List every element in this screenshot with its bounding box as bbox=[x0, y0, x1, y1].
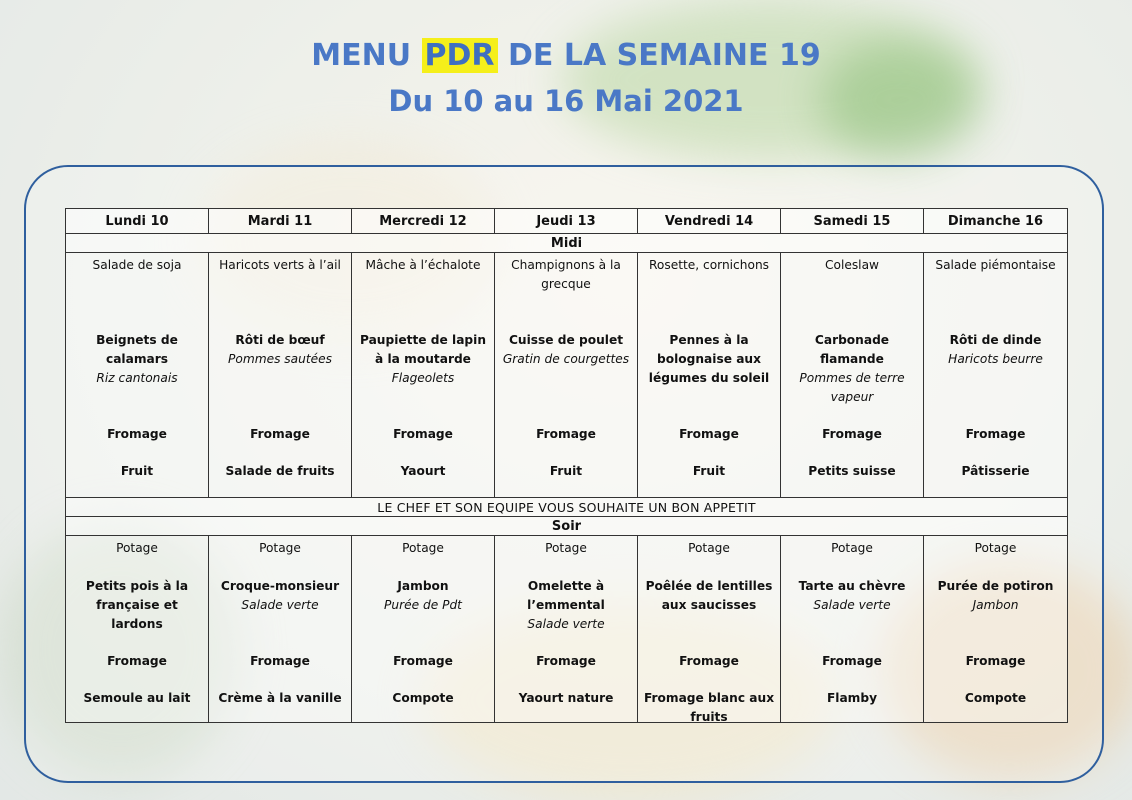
soir-dessert: Compote bbox=[392, 691, 454, 705]
day-header: Vendredi 14 bbox=[638, 209, 781, 234]
soir-cell bbox=[638, 536, 781, 723]
soir-cell bbox=[352, 536, 495, 723]
menu-subtitle: Du 10 au 16 Mai 2021 bbox=[388, 84, 744, 118]
midi-accompagnement: Riz cantonais bbox=[96, 371, 178, 385]
soir-plat: Poêlée de lentilles aux saucisses bbox=[645, 579, 773, 612]
soir-main-group bbox=[209, 577, 351, 615]
days-header-row bbox=[66, 209, 1068, 234]
midi-plat: Beignets de calamars bbox=[96, 333, 178, 366]
soir-potage: Potage bbox=[974, 541, 1017, 555]
soir-accompagnement: Jambon bbox=[972, 598, 1019, 612]
midi-accompagnement: Pommes sautées bbox=[228, 352, 332, 366]
chef-message-band bbox=[66, 498, 1068, 517]
midi-cell bbox=[66, 253, 209, 498]
midi-main-group bbox=[66, 331, 208, 388]
midi-fromage: Fromage bbox=[822, 427, 882, 441]
midi-plat: Cuisse de poulet bbox=[508, 333, 624, 347]
soir-plat: Jambon bbox=[397, 579, 449, 593]
soir-dessert: Flamby bbox=[826, 691, 878, 705]
midi-dessert: Petits suisse bbox=[808, 464, 896, 478]
soir-cell bbox=[495, 536, 638, 723]
soir-main-group bbox=[638, 577, 780, 615]
soir-main-group bbox=[66, 577, 208, 634]
midi-entree: Coleslaw bbox=[824, 258, 880, 272]
menu-table bbox=[65, 208, 1068, 723]
midi-cell bbox=[495, 253, 638, 498]
soir-dessert: Yaourt nature bbox=[518, 691, 614, 705]
midi-row bbox=[66, 253, 1068, 498]
midi-fromage: Fromage bbox=[393, 427, 453, 441]
soir-main-group bbox=[781, 577, 923, 615]
midi-cell bbox=[781, 253, 924, 498]
midi-plat: Rôti de dinde bbox=[949, 333, 1042, 347]
midi-plat: Rôti de bœuf bbox=[235, 333, 325, 347]
midi-dessert: Fruit bbox=[120, 464, 154, 478]
soir-potage: Potage bbox=[259, 541, 301, 555]
midi-label: Midi bbox=[66, 234, 1068, 253]
soir-dessert: Crème à la vanille bbox=[218, 691, 342, 705]
soir-fromage: Fromage bbox=[679, 654, 739, 668]
midi-entree: Salade de soja bbox=[92, 258, 182, 272]
midi-entree: Rosette, cornichons bbox=[648, 258, 770, 272]
midi-main-group bbox=[638, 331, 780, 388]
soir-fromage: Fromage bbox=[536, 654, 596, 668]
soir-potage: Potage bbox=[402, 541, 444, 555]
soir-accompagnement: Purée de Pdt bbox=[384, 598, 462, 612]
soir-potage: Potage bbox=[545, 541, 587, 555]
midi-cell bbox=[352, 253, 495, 498]
midi-entree: Mâche à l’échalote bbox=[365, 258, 481, 272]
soir-plat: Croque-monsieur bbox=[220, 579, 340, 593]
midi-cell bbox=[638, 253, 781, 498]
title-prefix: MENU bbox=[311, 38, 412, 73]
soir-fromage: Fromage bbox=[107, 654, 167, 668]
soir-row bbox=[66, 536, 1068, 723]
midi-accompagnement: Flageolets bbox=[391, 371, 455, 385]
midi-main-group bbox=[209, 331, 351, 369]
midi-main-group bbox=[924, 331, 1067, 369]
midi-dessert: Fruit bbox=[692, 464, 726, 478]
chef-message: LE CHEF ET SON EQUIPE VOUS SOUHAITE UN BON APPETIT bbox=[66, 498, 1068, 517]
soir-plat: Tarte au chèvre bbox=[798, 579, 906, 593]
soir-band bbox=[66, 517, 1068, 536]
midi-dessert: Yaourt bbox=[400, 464, 446, 478]
day-header: Samedi 15 bbox=[781, 209, 924, 234]
midi-main-group bbox=[781, 331, 923, 407]
soir-cell bbox=[66, 536, 209, 723]
soir-accompagnement: Salade verte bbox=[813, 598, 891, 612]
midi-main-group bbox=[495, 331, 637, 369]
midi-band bbox=[66, 234, 1068, 253]
midi-accompagnement: Haricots beurre bbox=[948, 352, 1043, 366]
midi-plat: Carbonade flamande bbox=[814, 333, 890, 366]
soir-plat: Purée de potiron bbox=[937, 579, 1054, 593]
midi-cell bbox=[924, 253, 1068, 498]
soir-dessert: Semoule au lait bbox=[83, 691, 191, 705]
midi-main-group bbox=[352, 331, 494, 388]
soir-fromage: Fromage bbox=[822, 654, 882, 668]
soir-cell bbox=[209, 536, 352, 723]
midi-dessert: Salade de fruits bbox=[225, 464, 335, 478]
midi-dessert: Fruit bbox=[549, 464, 583, 478]
midi-entree: Haricots verts à l’ail bbox=[219, 258, 341, 272]
soir-main-group bbox=[352, 577, 494, 615]
soir-main-group bbox=[495, 577, 637, 634]
midi-dessert: Pâtisserie bbox=[961, 464, 1030, 478]
soir-accompagnement: Salade verte bbox=[527, 617, 605, 631]
menu-title bbox=[0, 38, 1132, 73]
soir-accompagnement: Salade verte bbox=[241, 598, 319, 612]
soir-plat: Omelette à l’emmental bbox=[527, 579, 605, 612]
midi-fromage: Fromage bbox=[679, 427, 739, 441]
soir-label: Soir bbox=[66, 517, 1068, 536]
midi-accompagnement: Gratin de courgettes bbox=[502, 352, 630, 366]
midi-fromage: Fromage bbox=[536, 427, 596, 441]
title-suffix: DE LA SEMAINE 19 bbox=[507, 38, 821, 73]
day-header: Mardi 11 bbox=[209, 209, 352, 234]
soir-potage: Potage bbox=[688, 541, 730, 555]
midi-fromage: Fromage bbox=[107, 427, 167, 441]
day-header: Dimanche 16 bbox=[924, 209, 1068, 234]
midi-entree: Champignons à la grecque bbox=[511, 258, 621, 291]
soir-dessert: Compote bbox=[964, 691, 1027, 705]
midi-accompagnement: Pommes de terre vapeur bbox=[799, 371, 905, 404]
soir-fromage: Fromage bbox=[250, 654, 310, 668]
soir-potage: Potage bbox=[116, 541, 158, 555]
soir-dessert: Fromage blanc aux fruits bbox=[643, 691, 775, 724]
day-header: Jeudi 13 bbox=[495, 209, 638, 234]
midi-entree: Salade piémontaise bbox=[935, 258, 1056, 272]
title-highlight: PDR bbox=[422, 38, 498, 73]
midi-fromage: Fromage bbox=[250, 427, 310, 441]
soir-fromage: Fromage bbox=[965, 654, 1026, 668]
midi-plat: Paupiette de lapin à la moutarde bbox=[359, 333, 487, 366]
soir-main-group bbox=[924, 577, 1067, 615]
soir-fromage: Fromage bbox=[393, 654, 453, 668]
day-header: Mercredi 12 bbox=[352, 209, 495, 234]
midi-cell bbox=[209, 253, 352, 498]
midi-fromage: Fromage bbox=[965, 427, 1026, 441]
soir-cell bbox=[924, 536, 1068, 723]
soir-plat: Petits pois à la française et lardons bbox=[85, 579, 189, 631]
soir-cell bbox=[781, 536, 924, 723]
day-header: Lundi 10 bbox=[66, 209, 209, 234]
midi-plat: Pennes à la bolognaise aux légumes du soleil bbox=[648, 333, 770, 385]
soir-potage: Potage bbox=[831, 541, 873, 555]
